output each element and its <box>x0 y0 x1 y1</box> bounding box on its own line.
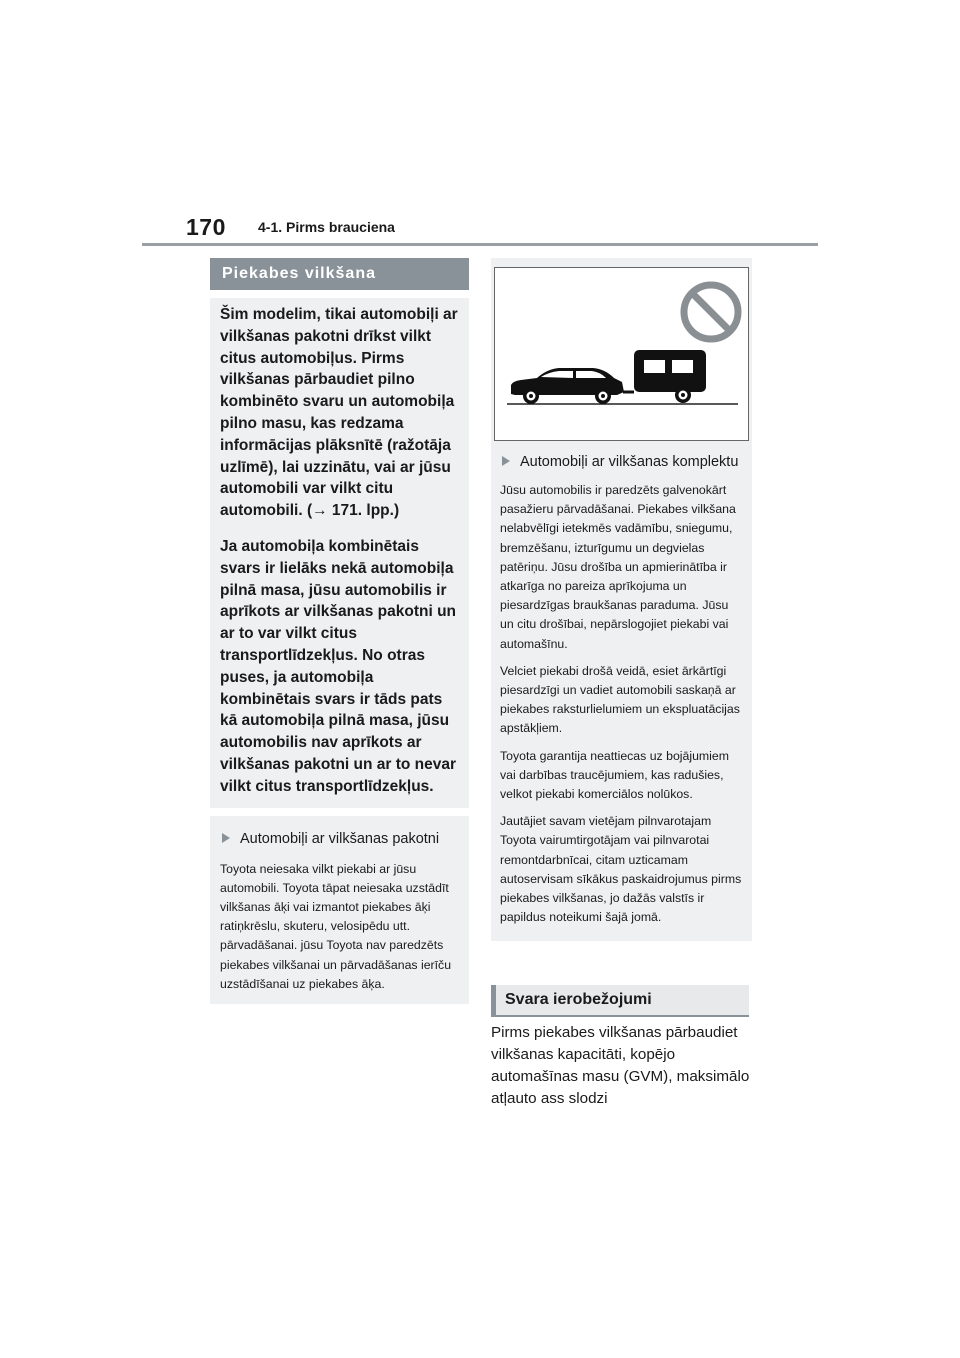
right-column <box>491 258 752 941</box>
car-icon <box>511 368 624 404</box>
car-with-trailer-illustration <box>495 268 748 440</box>
page-number: 170 <box>186 214 226 240</box>
sub-paragraph: Toyota neiesaka vilkt piekabi ar jūsu automobili. Toyota tāpat neiesaka uzstādīt vilkšanas āķi vai izmantot piekabes āķi ratiņkrēslu, skuteru, velosipēdu utt. pārvadāšanai. jūsu Toyota nav paredzēts piekabes vilkšanai un pārvadāšanas ierīču uzstādīšanai uz piekabes āķa. <box>220 861 452 991</box>
section-header: 4-1. Pirms brauciena <box>258 219 395 235</box>
triangle-bullet-icon <box>502 456 510 466</box>
prohibition-icon <box>684 285 738 339</box>
towing-package-box <box>210 816 469 1004</box>
weight-limits-title <box>491 985 749 1015</box>
towing-illustration <box>494 267 749 441</box>
right-info-box <box>491 258 752 941</box>
sub-heading <box>500 451 743 473</box>
weight-title-rule <box>491 1015 749 1017</box>
intro-box <box>210 298 469 808</box>
triangle-bullet-icon <box>222 833 230 843</box>
section-title-bar <box>210 258 469 290</box>
header-rule <box>142 243 818 246</box>
info-paragraph: Velciet piekabi drošā veidā, esiet ārkārtīgi piesardzīgi un vadiet automobili saskaņā ar piekabes raksturlielumiem un ekspluatācijas apstākļiem. <box>500 663 740 736</box>
intro-paragraph: Šim modelim, tikai automobiļi ar vilkšanas pakotni drīkst vilkt citus automobiļus. Pirms vilkšanas pārbaudiet pilno kombinēto svaru un automobiļa pilno masu, kas redzama informācijas plāksnītē (ražotāja uzlīmē), lai uzzinātu, vai ar jūsu automobili var vilkt citu automobili. (→ 171. lpp.) <box>220 306 458 520</box>
trailer-icon <box>634 350 706 403</box>
intro-paragraph: Ja automobiļa kombinētais svars ir lielāks nekā automobiļa pilnā masa, jūsu automobilis ir aprīkots ar vilkšanas pakotni un ar to var vilkt citus transportlīdzekļus. No otras puses, ja automobiļa kombinētais svars ir tāds pats kā automobiļa pilnā masa, jūsu automobilis nav aprīkots ar vilkšanas pakotni un ar to nevar vilkt citus transportlīdzekļus. <box>220 537 457 795</box>
info-paragraph: Toyota garantija neattiecas uz bojājumiem vai darbības traucējumiem, kas radušies, velkot piekabi komerciālos nolūkos. <box>500 748 729 802</box>
sub-heading-text: Automobiļi ar vilkšanas pakotni <box>240 830 440 847</box>
section-title: Piekabes vilkšana <box>222 265 376 282</box>
weight-limits-text: Pirms piekabes vilkšanas pārbaudiet vilkšanas kapacitāti, kopējo automašīnas masu (GVM), maksimālo atļauto ass slodzi <box>491 1024 750 1107</box>
info-paragraph: Jautājiet savam vietējam pilnvarotajam Toyota vairumtirgotājam vai pilnvarotai remontdarbnīcai, citam uzticamam autoservisam sīkākus paskaidrojumus pirms piekabes vilkšanas, jo dažās valstīs ir papildus noteikumi šajā jomā. <box>500 814 742 925</box>
sub-heading-text: Automobiļi ar vilkšanas komplektu <box>520 454 739 470</box>
left-column <box>210 258 469 1004</box>
info-paragraph: Jūsu automobilis ir paredzēts galvenokārt pasažieru pārvadāšanai. Piekabes vilkšana nelabvēlīgi ietekmēs vadāmību, sniegumu, bremzēšanu, izturīgumu un degvielas patēriņu. Jūsu drošība un apmierinātība ir atkarīga no pareiza aprīkojuma un piesardzīgas braukšanas paraduma. Jūsu un citu drošībai, nepārslogojiet piekabi vai automašīnu. <box>500 483 736 651</box>
weight-limits-title-text: Svara ierobežojumi <box>505 991 652 1008</box>
sub-heading <box>220 828 461 850</box>
